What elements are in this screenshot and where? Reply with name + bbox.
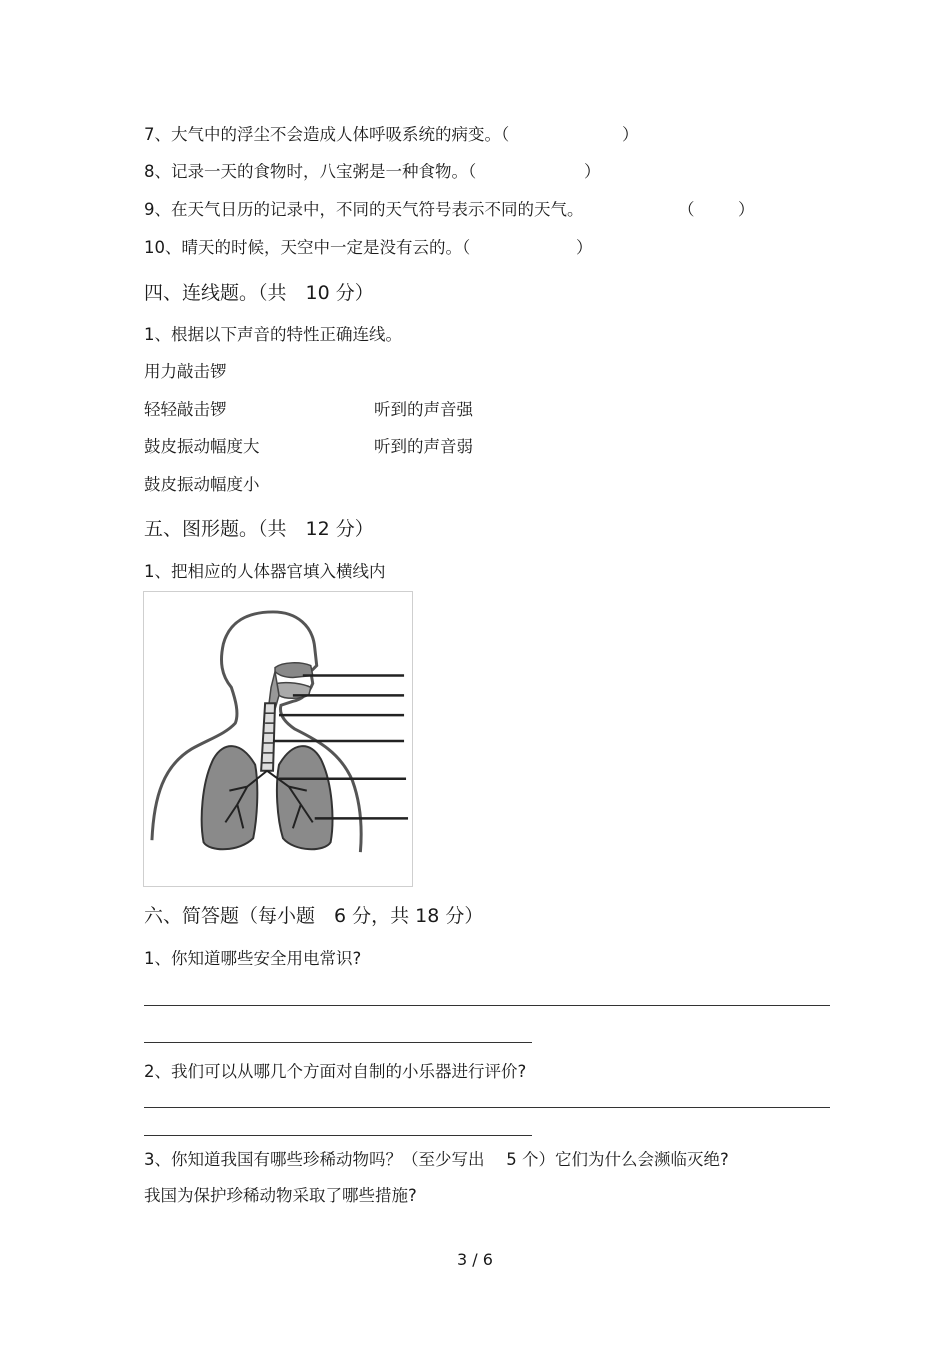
question-9: 9、在天气日历的记录中，不同的天气符号表示不同的天气。 [144,200,584,219]
question-10: 10、晴天的时候，天空中一定是没有云的。（ [144,238,471,257]
answer-paren-9-open: （ [678,200,695,219]
section-4-question-1: 1、根据以下声音的特性正确连线。 [144,325,402,344]
section-6-question-2: 2、我们可以从哪几个方面对自制的小乐器进行评价? [144,1062,527,1081]
respiratory-system-figure [143,591,413,887]
section-6-question-3-continued: 我国为保护珍稀动物采取了哪些措施? [144,1186,417,1205]
section-6-question-1: 1、你知道哪些安全用电常识? [144,949,362,968]
match-left-2: 轻轻敲击锣 [144,400,227,419]
answer-line-1b[interactable] [144,1042,532,1043]
section-5-title: 五、图形题。（共 12 分） [144,518,374,540]
match-left-4: 鼓皮振动幅度小 [144,475,260,494]
right-lung [277,746,333,849]
match-right-2: 听到的声音弱 [374,437,473,456]
answer-paren-9-close: ） [738,200,755,219]
section-6-question-3: 3、你知道我国有哪些珍稀动物吗？（至少写出 5 个）它们为什么会濒临灭绝? [144,1150,729,1169]
match-left-3: 鼓皮振动幅度大 [144,437,260,456]
match-left-1: 用力敲击锣 [144,362,227,381]
section-6-title: 六、简答题（每小题 6 分，共 18 分） [144,905,484,927]
answer-paren-8: ） [584,162,601,181]
page-number: 3 / 6 [457,1250,493,1269]
question-8: 8、记录一天的食物时，八宝粥是一种食物。（ [144,162,477,181]
answer-line-2b[interactable] [144,1135,532,1136]
answer-paren-10: ） [576,238,593,257]
answer-line-2a[interactable] [144,1107,830,1108]
question-7: 7、大气中的浮尘不会造成人体呼吸系统的病变。（ [144,125,510,144]
match-right-1: 听到的声音强 [374,400,473,419]
answer-paren-7: ） [622,125,639,144]
respiratory-diagram [144,592,412,886]
section-5-question-1: 1、把相应的人体器官填入横线内 [144,562,386,581]
answer-line-1a[interactable] [144,1005,830,1006]
left-lung [202,746,258,849]
section-4-title: 四、连线题。（共 10 分） [144,282,374,304]
